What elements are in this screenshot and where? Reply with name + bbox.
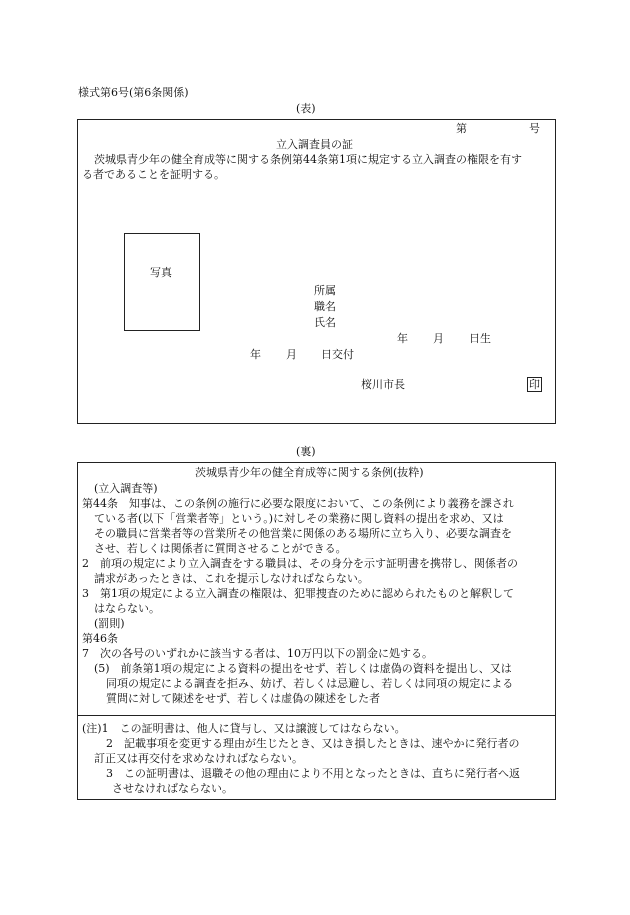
excerpt-line: はならない。 (94, 602, 160, 615)
note-line: 3 この証明書は、退職その他の理由により不用となったときは、直ちに発行者へ返 (106, 767, 520, 780)
excerpt-line: 同項の規定による調査を拒み、妨げ、若しくは忌避し、若しくは同項の規定による (106, 677, 514, 690)
excerpt-line: その職員に営業者等の営業所その他営業に関係のある場所に立ち入り、必要な調査を (94, 527, 512, 540)
note-line: 2 記載事項を変更する理由が生じたとき、又はき損したときは、速やかに発行者の (106, 737, 520, 750)
law-excerpt (82, 481, 518, 706)
excerpt-line: 3 第1項の規定による立入調査の権限は、犯罪捜査のために認められたものと解釈して (82, 587, 514, 600)
note-line: 訂正又は再交付を求めなければならない。 (94, 752, 303, 765)
affiliation-label: 所属 (314, 284, 336, 297)
position-label: 職名 (314, 300, 336, 313)
front-body-line: る者であることを証明する。 (82, 168, 225, 181)
front-side-label: (表) (296, 102, 316, 115)
notes (82, 721, 520, 796)
excerpt-line: 請求があったときは、これを提示しなければならない。 (94, 572, 369, 585)
excerpt-line: (罰則) (94, 617, 125, 630)
seal-mark: 印 (529, 378, 540, 391)
excerpt-line: させ、若しくは関係者に質問させることができる。 (94, 542, 347, 555)
back-title: 茨城県青少年の健全育成等に関する条例(抜粋) (195, 466, 424, 479)
photo-label: 写真 (150, 266, 172, 279)
back-card (77, 462, 556, 800)
excerpt-line: 質問に対して陳述をせず、若しくは虚偽の陳述をした者 (106, 692, 381, 705)
birth-year-label: 年 (397, 332, 408, 345)
certificate-number-suffix: 号 (529, 122, 540, 135)
issue-month-label: 月 (286, 348, 297, 361)
front-body (82, 152, 522, 182)
name-label: 氏名 (314, 316, 336, 329)
birth-month-label: 月 (433, 332, 444, 345)
issue-year-label: 年 (250, 348, 261, 361)
excerpt-line: ている者(以下「営業者等」という。)に対しその業務に関し資料の提出を求め、又は (94, 512, 504, 525)
issuer-name: 桜川市長 (361, 378, 405, 391)
excerpt-line: (5) 前条第1項の規定による資料の提出をせず、若しくは虚偽の資料を提出し、又は (94, 662, 512, 675)
certificate-number-prefix: 第 (456, 122, 467, 135)
back-side-label: (裏) (296, 445, 316, 458)
front-body-line: 茨城県青少年の健全育成等に関する条例第44条第1項に規定する立入調査の権限を有す (94, 153, 522, 166)
birth-day-label: 日生 (469, 332, 491, 345)
note-line: (注)1 この証明書は、他人に貸与し、又は譲渡してはならない。 (82, 722, 406, 735)
excerpt-line: 第46条 (82, 632, 118, 645)
photo-box (124, 233, 200, 331)
front-card (77, 119, 556, 424)
form-label: 様式第6号(第6条関係) (78, 86, 189, 99)
front-title: 立入調査員の証 (276, 138, 353, 151)
notes-divider (78, 715, 555, 716)
excerpt-line: 2 前項の規定により立入調査をする職員は、その身分を示す証明書を携帯し、関係者の (82, 557, 518, 570)
excerpt-line: 第44条 知事は、この条例の施行に必要な限度において、この条例により義務を課され (82, 497, 514, 510)
excerpt-line: 7 次の各号のいずれかに該当する者は、10万円以下の罰金に処する。 (82, 647, 433, 660)
issue-day-label: 日交付 (321, 348, 354, 361)
excerpt-line: (立入調査等) (94, 482, 158, 495)
note-line: させなければならない。 (112, 782, 233, 795)
